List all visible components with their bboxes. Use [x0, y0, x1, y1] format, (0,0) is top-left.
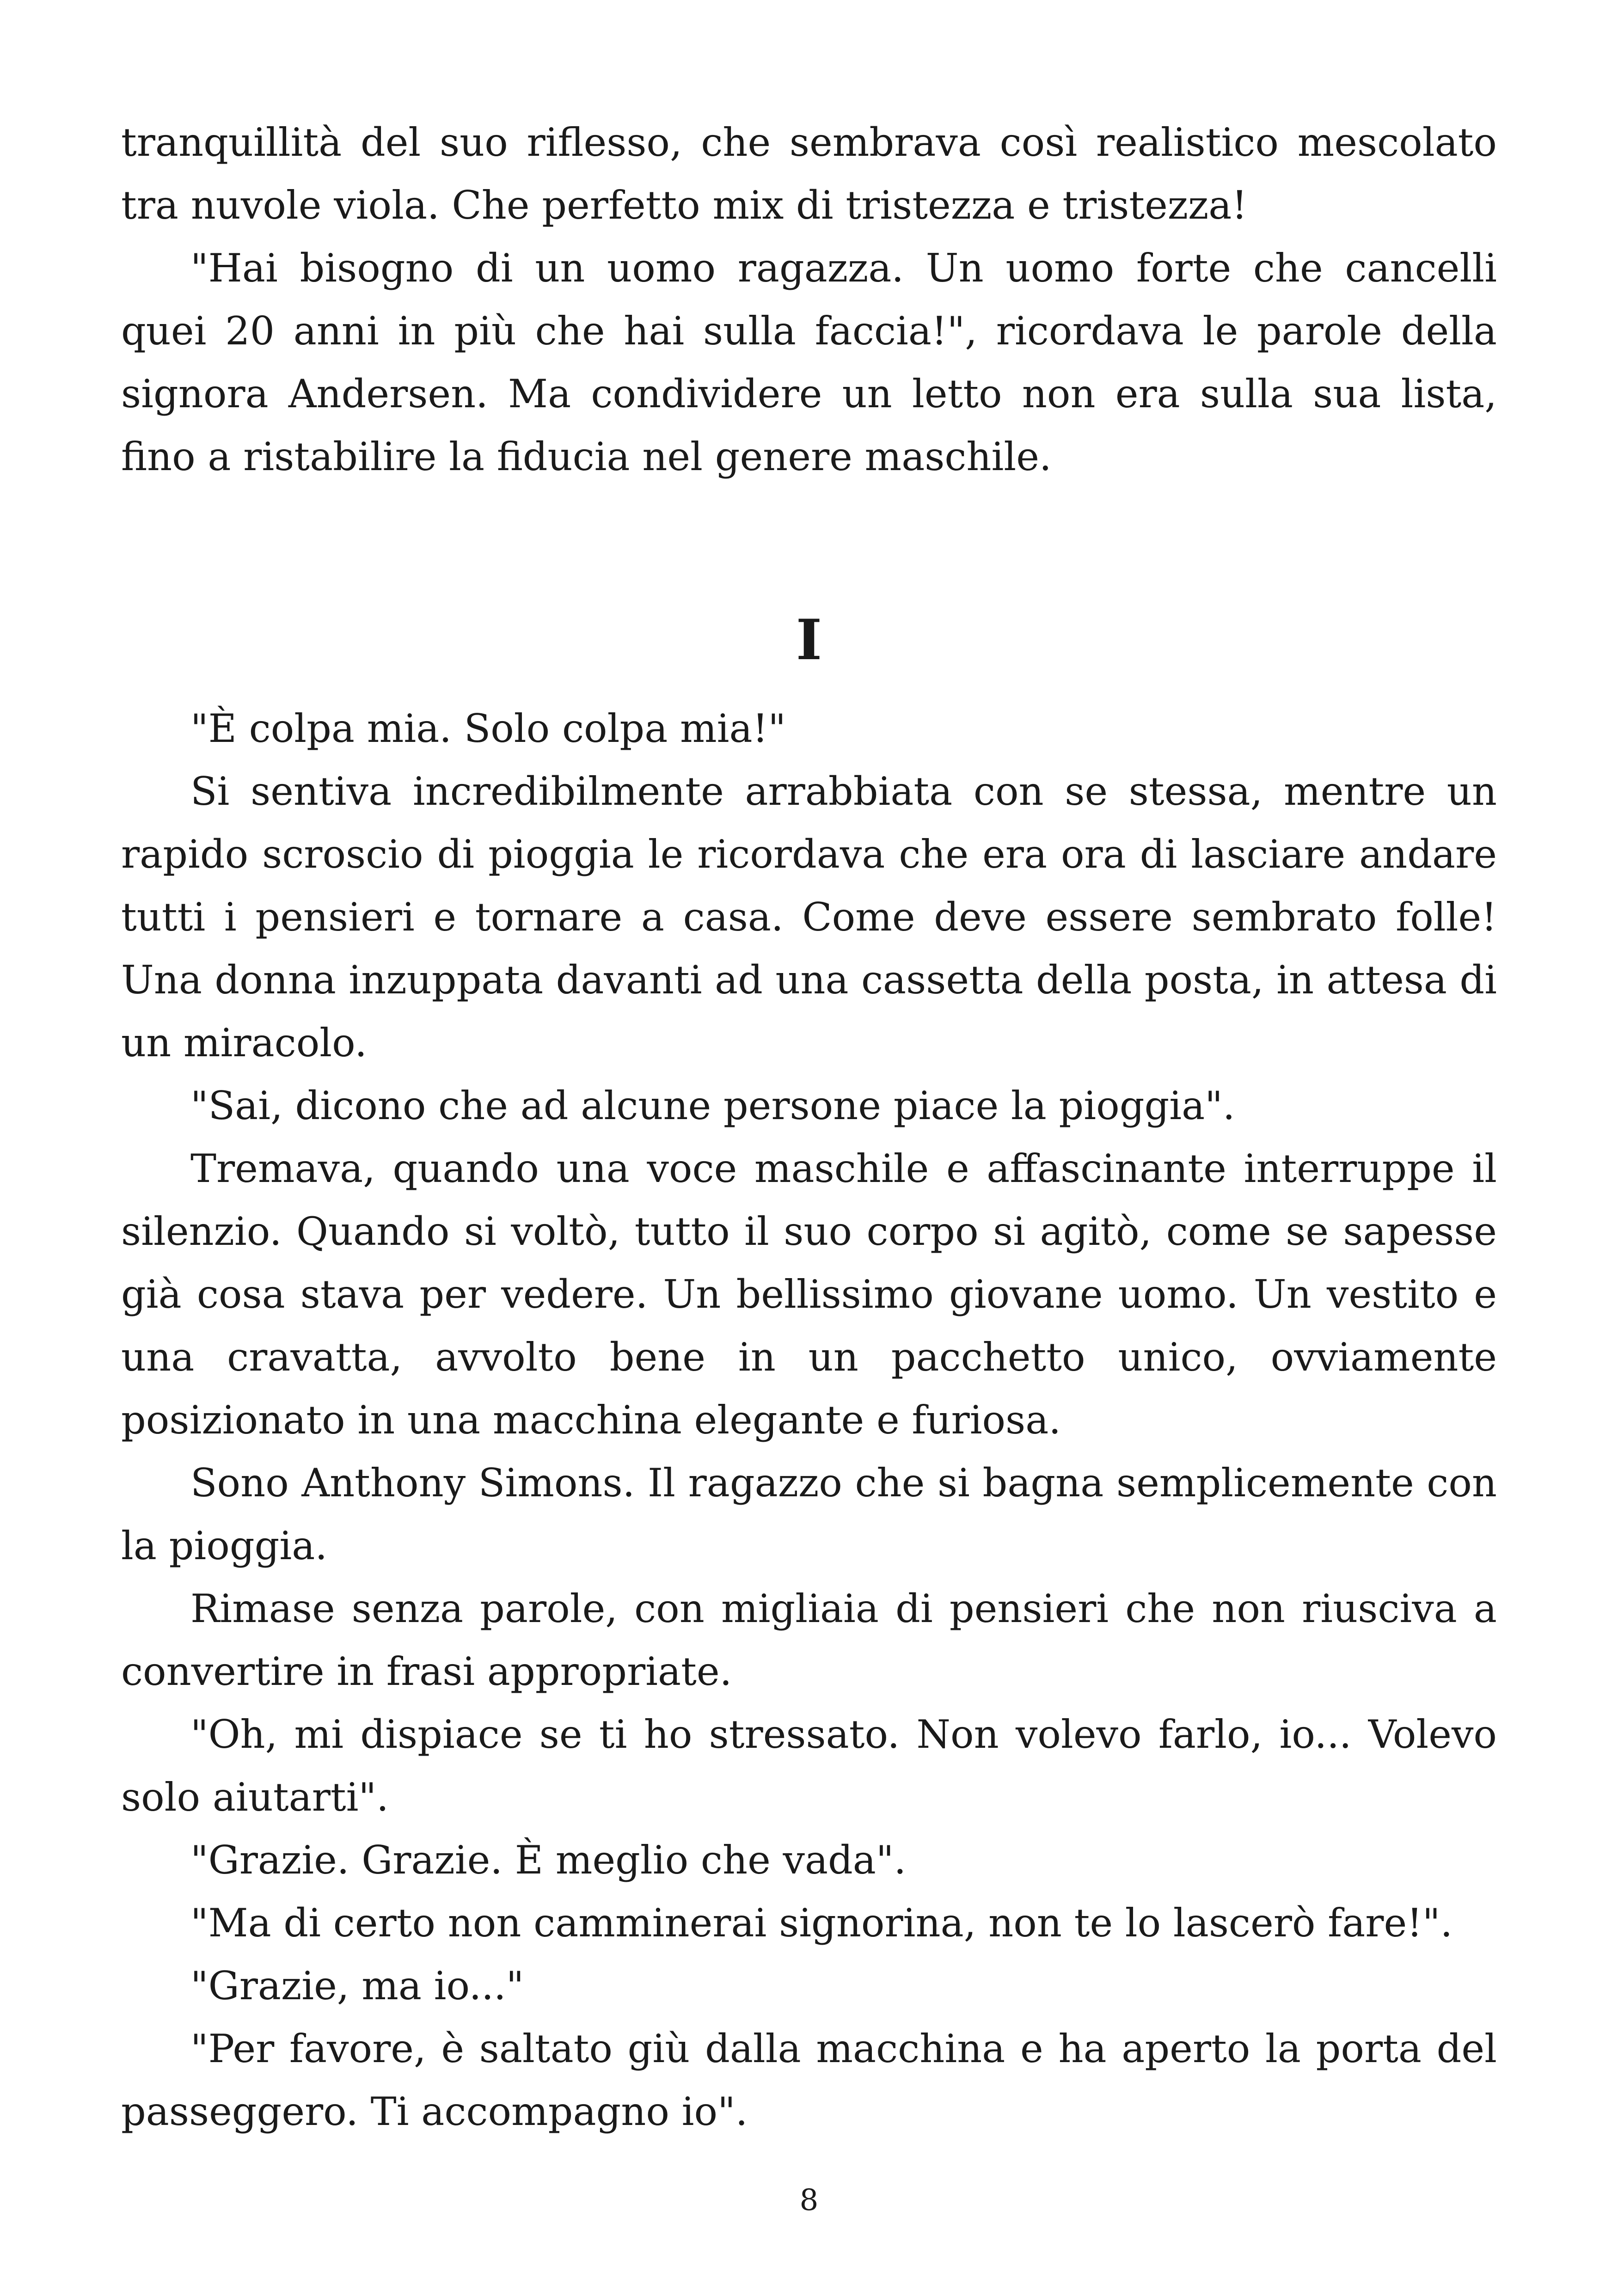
page-body	[121, 111, 1497, 2143]
paragraph: "Hai bisogno di un uomo ragazza. Un uomo forte che cancelli quei 20 anni in più che hai sulla faccia!", ricordava le parole della signora Andersen. Ma condividere un letto non era sulla sua lista, fino a ristabilire la fiducia nel genere maschile.	[121, 245, 1497, 479]
page-number: 8	[799, 2183, 819, 2217]
paragraph: "Sai, dicono che ad alcune persone piace la pioggia".	[190, 1083, 1235, 1128]
paragraph: Rimase senza parole, con migliaia di pensieri che non riusciva a convertire in frasi appropriate.	[121, 1586, 1497, 1694]
paragraph: "Oh, mi dispiace se ti ho stressato. Non volevo farlo, io... Volevo solo aiutarti".	[121, 1712, 1497, 1820]
paragraph: Si sentiva incredibilmente arrabbiata con se stessa, mentre un rapido scroscio di pioggia le ricordava che era ora di lasciare andare tutti i pensieri e tornare a casa. Come deve essere sembrato folle! Una donna inzuppata davanti ad una cassetta della posta, in attesa di un miracolo.	[121, 769, 1497, 1065]
paragraph: "Grazie, ma io..."	[190, 1963, 524, 2008]
paragraph: "Ma di certo non camminerai signorina, non te lo lascerò fare!".	[190, 1900, 1453, 1946]
paragraph: "Grazie. Grazie. È meglio che vada".	[190, 1837, 907, 1883]
paragraph: "Per favore, è saltato giù dalla macchina e ha aperto la porta del passeggero. Ti accompagno io".	[121, 2026, 1497, 2134]
chapter-heading: I	[796, 607, 822, 673]
paragraph: Sono Anthony Simons. Il ragazzo che si bagna semplicemente con la pioggia.	[121, 1460, 1497, 1568]
paragraph: "È colpa mia. Solo colpa mia!"	[190, 706, 786, 751]
continuation-paragraph: tranquillità del suo riflesso, che sembrava così realistico mescolato tra nuvole viola. Che perfetto mix di tristezza e tristezza!	[121, 120, 1497, 228]
paragraph: Tremava, quando una voce maschile e affascinante interruppe il silenzio. Quando si voltò, tutto il suo corpo si agitò, come se sapesse già cosa stava per vedere. Un bellissimo giovane uomo. Un vestito e una cravatta, avvolto bene in un pacchetto unico, ovviamente posizionato in una macchina elegante e furiosa.	[121, 1146, 1497, 1443]
